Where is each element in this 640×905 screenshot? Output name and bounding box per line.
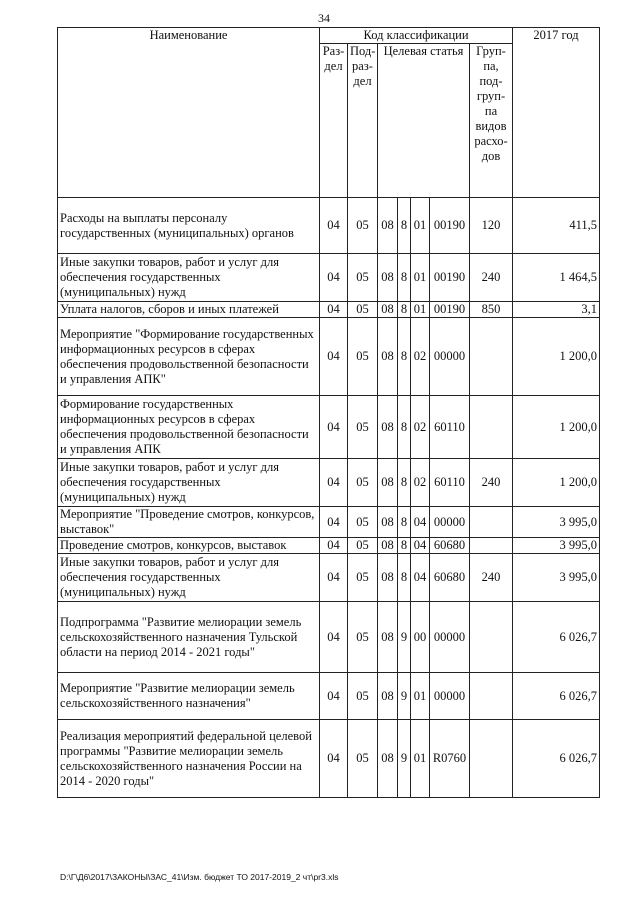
row-expense-group — [470, 538, 513, 554]
row-name: Подпрограмма "Развитие мелиорации земель сельскохозяйственного назначения Тульской области на период 2014 - 2021 годы" — [58, 602, 320, 673]
row-target-subprogram: 8 — [398, 538, 411, 554]
row-target-subprogram: 8 — [398, 318, 411, 396]
row-target-subprogram: 8 — [398, 254, 411, 302]
file-path-footer: D:\Г\Д6\2017\ЗАКОНЫ\ЗАС_41\Изм. бюджет ТО 2017-2019_2 чт\pr3.xls — [60, 872, 339, 882]
header-subsection: Под-раз-дел — [348, 44, 378, 198]
row-target-subprogram: 8 — [398, 507, 411, 538]
row-target-direction: 60680 — [430, 538, 470, 554]
row-amount: 1 200,0 — [513, 459, 600, 507]
row-target-event: 01 — [411, 254, 430, 302]
row-target-direction: 00000 — [430, 602, 470, 673]
row-amount: 6 026,7 — [513, 673, 600, 720]
header-classification-code: Код классификации — [320, 28, 513, 44]
row-subsection: 05 — [348, 507, 378, 538]
row-name: Расходы на выплаты персоналу государственных (муниципальных) органов — [58, 198, 320, 254]
row-section: 04 — [320, 302, 348, 318]
row-target-subprogram: 9 — [398, 602, 411, 673]
row-amount: 1 200,0 — [513, 318, 600, 396]
row-section: 04 — [320, 507, 348, 538]
table-row — [58, 720, 600, 798]
header-expense-group: Груп-па, под-груп-па видов расхо-дов — [470, 44, 513, 198]
row-amount: 3 995,0 — [513, 554, 600, 602]
row-expense-group: 240 — [470, 554, 513, 602]
row-name: Мероприятие "Формирование государственных информационных ресурсов в сферах обеспечения продовольственной безопасности и управления АПК" — [58, 318, 320, 396]
row-target-direction: 00000 — [430, 318, 470, 396]
row-amount: 3 995,0 — [513, 538, 600, 554]
row-target-event: 04 — [411, 507, 430, 538]
header-year: 2017 год — [513, 28, 600, 198]
row-subsection: 05 — [348, 254, 378, 302]
row-amount: 6 026,7 — [513, 602, 600, 673]
row-target-direction: R0760 — [430, 720, 470, 798]
row-target-subprogram: 9 — [398, 673, 411, 720]
row-expense-group: 240 — [470, 459, 513, 507]
row-amount: 1 464,5 — [513, 254, 600, 302]
row-name: Иные закупки товаров, работ и услуг для обеспечения государственных (муниципальных) нужд — [58, 459, 320, 507]
row-section: 04 — [320, 673, 348, 720]
header-target-article: Целевая статья — [378, 44, 470, 198]
row-name: Иные закупки товаров, работ и услуг для обеспечения государственных (муниципальных) нужд — [58, 554, 320, 602]
row-target-subprogram: 8 — [398, 198, 411, 254]
row-section: 04 — [320, 254, 348, 302]
row-target-event: 01 — [411, 198, 430, 254]
row-target-event: 04 — [411, 538, 430, 554]
row-expense-group — [470, 318, 513, 396]
row-target-program: 08 — [378, 538, 398, 554]
table-row — [58, 538, 600, 554]
row-amount: 1 200,0 — [513, 396, 600, 459]
budget-table — [57, 27, 600, 798]
row-section: 04 — [320, 538, 348, 554]
row-section: 04 — [320, 554, 348, 602]
row-target-program: 08 — [378, 459, 398, 507]
row-subsection: 05 — [348, 554, 378, 602]
row-section: 04 — [320, 720, 348, 798]
table-row — [58, 254, 600, 302]
row-expense-group — [470, 720, 513, 798]
row-target-event: 01 — [411, 720, 430, 798]
row-target-program: 08 — [378, 318, 398, 396]
row-target-direction: 00000 — [430, 507, 470, 538]
row-target-subprogram: 8 — [398, 396, 411, 459]
row-name: Уплата налогов, сборов и иных платежей — [58, 302, 320, 318]
row-subsection: 05 — [348, 720, 378, 798]
row-target-event: 02 — [411, 459, 430, 507]
row-expense-group: 850 — [470, 302, 513, 318]
row-subsection: 05 — [348, 602, 378, 673]
row-target-direction: 00190 — [430, 254, 470, 302]
row-target-program: 08 — [378, 507, 398, 538]
row-subsection: 05 — [348, 459, 378, 507]
row-target-subprogram: 8 — [398, 554, 411, 602]
row-section: 04 — [320, 459, 348, 507]
row-target-event: 01 — [411, 673, 430, 720]
row-target-program: 08 — [378, 396, 398, 459]
row-target-program: 08 — [378, 554, 398, 602]
row-name: Мероприятие "Развитие мелиорации земель сельскохозяйственного назначения" — [58, 673, 320, 720]
row-amount: 3,1 — [513, 302, 600, 318]
table-row — [58, 602, 600, 673]
row-target-program: 08 — [378, 602, 398, 673]
row-subsection: 05 — [348, 318, 378, 396]
row-expense-group — [470, 673, 513, 720]
row-expense-group: 240 — [470, 254, 513, 302]
row-subsection: 05 — [348, 673, 378, 720]
header-name: Наименование — [58, 28, 320, 198]
row-amount: 6 026,7 — [513, 720, 600, 798]
row-expense-group: 120 — [470, 198, 513, 254]
row-subsection: 05 — [348, 198, 378, 254]
row-section: 04 — [320, 602, 348, 673]
table-row — [58, 554, 600, 602]
row-name: Мероприятие "Проведение смотров, конкурсов, выставок" — [58, 507, 320, 538]
page-number: 34 — [318, 11, 330, 25]
row-target-subprogram: 8 — [398, 459, 411, 507]
row-target-program: 08 — [378, 254, 398, 302]
row-subsection: 05 — [348, 302, 378, 318]
row-name: Проведение смотров, конкурсов, выставок — [58, 538, 320, 554]
row-subsection: 05 — [348, 538, 378, 554]
row-target-event: 02 — [411, 318, 430, 396]
row-section: 04 — [320, 396, 348, 459]
row-target-event: 01 — [411, 302, 430, 318]
row-target-direction: 60680 — [430, 554, 470, 602]
row-subsection: 05 — [348, 396, 378, 459]
row-target-direction: 00190 — [430, 198, 470, 254]
row-target-subprogram: 8 — [398, 302, 411, 318]
row-target-direction: 60110 — [430, 396, 470, 459]
table-row — [58, 459, 600, 507]
row-expense-group — [470, 396, 513, 459]
row-amount: 3 995,0 — [513, 507, 600, 538]
row-amount: 411,5 — [513, 198, 600, 254]
table-row — [58, 302, 600, 318]
row-target-program: 08 — [378, 673, 398, 720]
table-row — [58, 318, 600, 396]
row-target-program: 08 — [378, 198, 398, 254]
table-row — [58, 396, 600, 459]
row-target-event: 00 — [411, 602, 430, 673]
row-target-program: 08 — [378, 720, 398, 798]
row-expense-group — [470, 507, 513, 538]
row-name: Формирование государственных информационных ресурсов в сферах обеспечения продовольственной безопасности и управления АПК — [58, 396, 320, 459]
row-target-subprogram: 9 — [398, 720, 411, 798]
table-row — [58, 507, 600, 538]
header-section: Раз-дел — [320, 44, 348, 198]
row-target-event: 02 — [411, 396, 430, 459]
table-row — [58, 673, 600, 720]
row-target-event: 04 — [411, 554, 430, 602]
table-row — [58, 198, 600, 254]
row-section: 04 — [320, 198, 348, 254]
row-section: 04 — [320, 318, 348, 396]
row-target-direction: 60110 — [430, 459, 470, 507]
row-expense-group — [470, 602, 513, 673]
row-target-direction: 00000 — [430, 673, 470, 720]
row-target-program: 08 — [378, 302, 398, 318]
row-target-direction: 00190 — [430, 302, 470, 318]
row-name: Реализация мероприятий федеральной целевой программы "Развитие мелиорации земель сельскохозяйственного назначения России на 2014 - 2020 годы" — [58, 720, 320, 798]
row-name: Иные закупки товаров, работ и услуг для обеспечения государственных (муниципальных) нужд — [58, 254, 320, 302]
